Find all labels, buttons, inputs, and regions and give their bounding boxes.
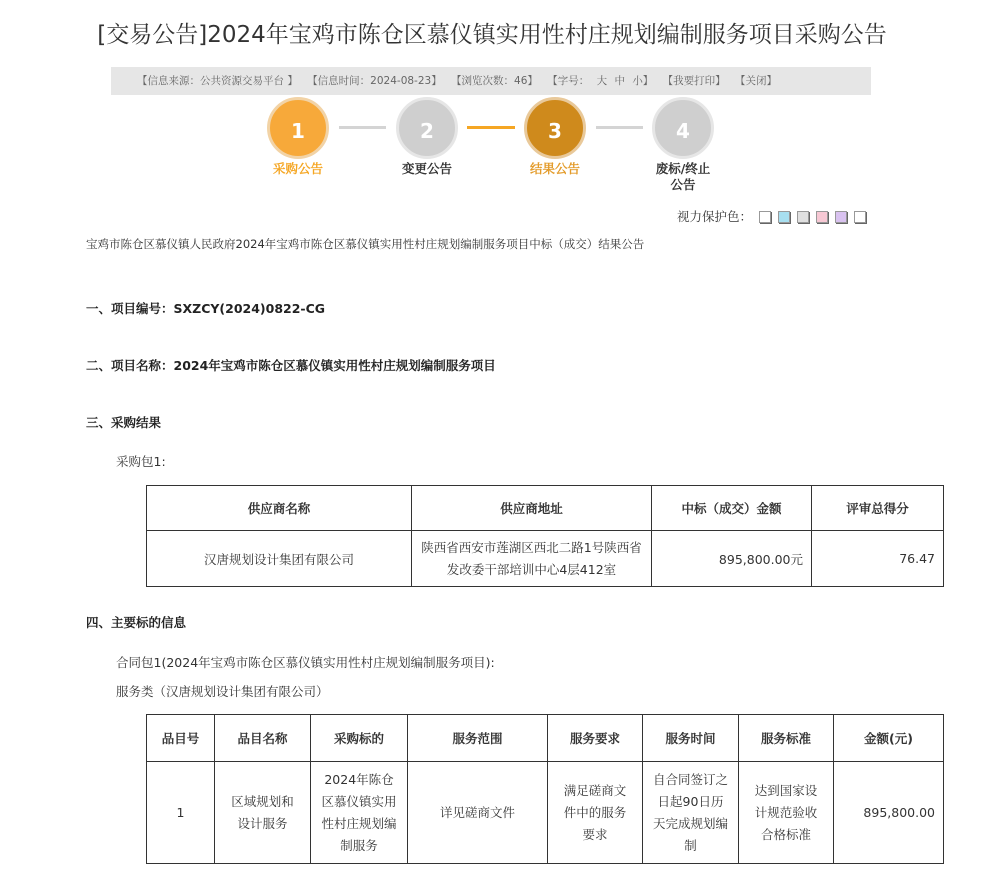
table-row bbox=[147, 762, 944, 864]
step-4-circle[interactable]: 4 bbox=[652, 97, 714, 159]
info-source: 【信息来源：公共资源交易平台 】 bbox=[137, 75, 298, 87]
step-2-label[interactable]: 变更公告 bbox=[401, 161, 452, 176]
item-target-cell: 2024年陈仓区慕仪镇实用性村庄规划编制服务 bbox=[311, 762, 408, 864]
table-header: 品目名称 bbox=[215, 715, 311, 762]
table-header: 品目号 bbox=[147, 715, 215, 762]
close-link[interactable]: 【关闭】 bbox=[735, 75, 777, 87]
item-time-cell: 自合同签订之日起90日历天完成规划编制 bbox=[643, 762, 739, 864]
step-3-label[interactable]: 结果公告 bbox=[529, 161, 580, 176]
contract-package-label: 合同包1(2024年宝鸡市陈仓区慕仪镇实用性村庄规划编制服务项目): bbox=[116, 655, 495, 670]
section-result-heading: 三、采购结果 bbox=[86, 415, 162, 430]
section-main-items-heading: 四、主要标的信息 bbox=[86, 615, 187, 630]
service-category-label: 服务类（汉唐规划设计集团有限公司） bbox=[116, 684, 329, 699]
step-connector bbox=[596, 126, 643, 129]
table-header: 金额(元) bbox=[834, 715, 944, 762]
result-table bbox=[146, 485, 944, 587]
section-project-number: 一、项目编号：SXZCY(2024)0822-CG bbox=[86, 301, 326, 316]
item-scope-cell: 详见磋商文件 bbox=[408, 762, 548, 864]
step-1-circle[interactable]: 1 bbox=[267, 97, 329, 159]
supplier-name-cell: 汉唐规划设计集团有限公司 bbox=[147, 531, 412, 587]
item-requirement-cell: 满足磋商文件中的服务要求 bbox=[548, 762, 643, 864]
color-swatch-purple[interactable] bbox=[835, 211, 847, 223]
color-swatch-white-2[interactable] bbox=[854, 211, 866, 223]
table-header: 评审总得分 bbox=[812, 486, 944, 531]
table-header: 服务标准 bbox=[739, 715, 834, 762]
info-time: 【信息时间：2024-08-23】 bbox=[307, 75, 442, 87]
font-large-link[interactable]: 大 bbox=[596, 75, 608, 87]
step-3-circle[interactable]: 3 bbox=[524, 97, 586, 159]
step-4-label[interactable]: 废标/终止公告 bbox=[655, 161, 711, 192]
package-label: 采购包1: bbox=[116, 454, 166, 469]
supplier-address-cell: 陕西省西安市莲湖区西北二路1号陕西省发改委干部培训中心4层412室 bbox=[412, 531, 652, 587]
color-swatch-pink[interactable] bbox=[816, 211, 828, 223]
eye-protect-label: 视力保护色： bbox=[677, 209, 753, 224]
section-project-name: 二、项目名称：2024年宝鸡市陈仓区慕仪镇实用性村庄规划编制服务项目 bbox=[86, 358, 496, 373]
bid-amount-cell: 895,800.00元 bbox=[652, 531, 812, 587]
progress-steps bbox=[0, 97, 984, 197]
color-swatch-blue[interactable] bbox=[778, 211, 790, 223]
page-title: [交易公告]2024年宝鸡市陈仓区慕仪镇实用性村庄规划编制服务项目采购公告 bbox=[97, 22, 887, 48]
table-row bbox=[147, 531, 944, 587]
table-header-row bbox=[147, 715, 944, 762]
table-header: 服务范围 bbox=[408, 715, 548, 762]
table-header: 供应商名称 bbox=[147, 486, 412, 531]
item-number-cell: 1 bbox=[147, 762, 215, 864]
table-header: 中标（成交）金额 bbox=[652, 486, 812, 531]
font-size-label: 【字号： bbox=[547, 75, 590, 87]
table-header: 服务要求 bbox=[548, 715, 643, 762]
step-connector bbox=[467, 126, 515, 129]
item-name-cell: 区域规划和设计服务 bbox=[215, 762, 311, 864]
info-views: 【浏览次数：46】 bbox=[451, 75, 538, 87]
color-swatch-gray[interactable] bbox=[797, 211, 809, 223]
table-header: 供应商地址 bbox=[412, 486, 652, 531]
table-header: 采购标的 bbox=[311, 715, 408, 762]
font-medium-link[interactable]: 中 bbox=[614, 75, 625, 87]
item-standard-cell: 达到国家设计规范验收合格标准 bbox=[739, 762, 834, 864]
font-small-link[interactable]: 小】 bbox=[632, 75, 654, 87]
step-connector bbox=[339, 126, 386, 129]
eye-protect-bar bbox=[677, 207, 866, 225]
intro-text: 宝鸡市陈仓区慕仪镇人民政府2024年宝鸡市陈仓区慕仪镇实用性村庄规划编制服务项目中标（成交）结果公告 bbox=[86, 237, 645, 251]
item-amount-cell: 895,800.00 bbox=[834, 762, 944, 864]
table-header-row bbox=[147, 486, 944, 531]
table-header: 服务时间 bbox=[643, 715, 739, 762]
info-bar bbox=[111, 67, 871, 95]
print-link[interactable]: 【我要打印】 bbox=[662, 75, 726, 87]
items-table bbox=[146, 714, 944, 864]
color-swatch-white[interactable] bbox=[759, 211, 771, 223]
step-1-label[interactable]: 采购公告 bbox=[272, 161, 323, 176]
score-cell: 76.47 bbox=[812, 531, 944, 587]
step-2-circle[interactable]: 2 bbox=[396, 97, 458, 159]
